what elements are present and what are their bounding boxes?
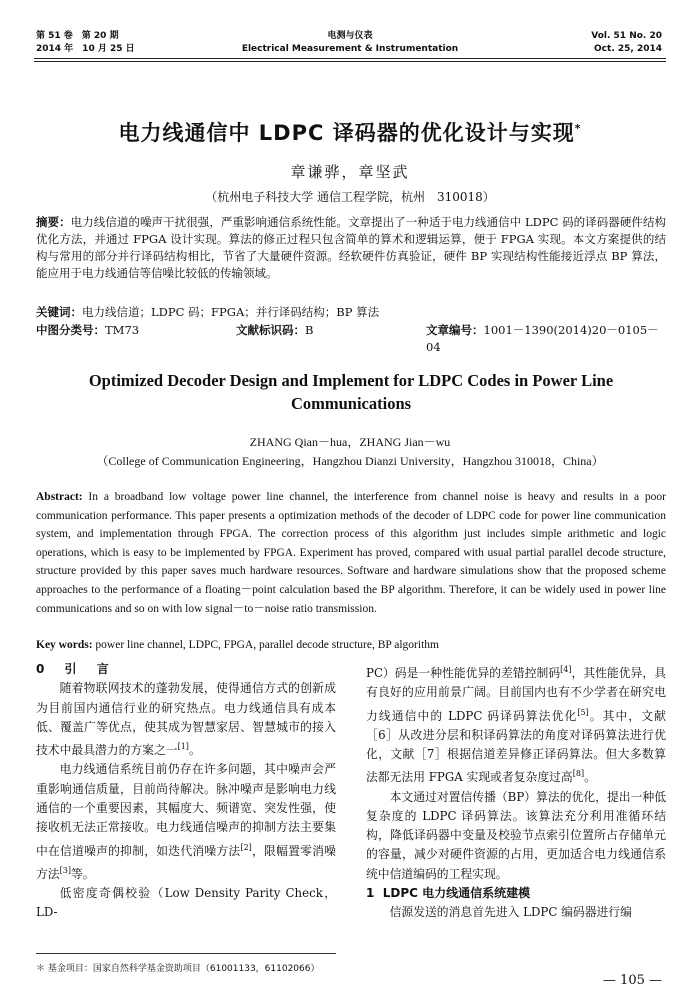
header-journal: 电测与仪表 Electrical Measurement & Instrumentation bbox=[241, 31, 459, 54]
header-volume-cn: 第 51 卷 第 20 期 2014 年 10 月 25 日 bbox=[36, 31, 135, 54]
authors-cn: 章谦骅，章坚武 bbox=[290, 163, 410, 181]
paper-title-en: Optimized Decoder Design and Implement for LDPC Codes in Power Line Communications bbox=[88, 371, 614, 413]
paragraph: 随着物联网技术的蓬勃发展，使得通信方式的创新成为目前国内通信行业的研究热点。电力线通信具有成本低、覆盖广等优点，使其成为智慧家居、智慧城市的接入技术中最具潜力的方案之一[1]。 bbox=[36, 681, 336, 758]
paragraph: 电力线通信系统目前仍存在许多问题，其中噪声会严重影响通信质量，目前尚待解决。脉冲噪声是影响电力线通信的一个重要因素，其幅度大、频谱宽、突发性强，使接收机无法正常接收。电力线通信噪声的抑制方法主要集中在信道噪声的抑制，如迭代消噪方法[2]，限幅置零消噪方法[3]等。 bbox=[36, 762, 336, 881]
section-1-heading: 1 LDPC 电力线通信系统建模 bbox=[366, 886, 531, 901]
left-column bbox=[36, 660, 336, 923]
section-0-heading: 0 引 言 bbox=[36, 662, 117, 676]
keywords-cn: 关键词：电力线信道；LDPC 码；FPGA；并行译码结构；BP 算法 bbox=[36, 305, 380, 319]
citation: [4] bbox=[560, 665, 572, 674]
citation: [8] bbox=[572, 769, 585, 779]
affiliation-cn: （杭州电子科技大学 通信工程学院，杭州 310018） bbox=[205, 190, 495, 204]
paragraph: PC）码是一种性能优异的差错控制码[4]，其性能优异，具有良好的应用前景广阔。目前国内也有不少学者在研究电力线通信中的 LDPC 码译码算法优化[5]。其中，文献［6］从改进分层和积译码算法的角度对译码算法进行优化，文献［7］根据信道差异修正译码算法。但大多数算法都无法用 FPGA 实现或者复杂度过高[8]。 bbox=[366, 665, 666, 785]
page-number: — 105 — bbox=[602, 973, 662, 988]
abstract-en: Abstract: In a broadband low voltage power line channel, the interference from channel noise is heavy and results in a poor communication performance. This paper presents a optimization methods of the decoder of LDPC code for power line communication system, and implementation through FPGA. The correction process of this algorithm just includes simple arithmetic and logic operations, which is easy to be implemented by FPGA. Experiment has proved, compared with usual partial parallel decode structure, structure provided by this paper saves much hardware resources. Software and hardware simulations show that the proposed scheme approaches to the performance of a floating－point calculation based the BP algorithm. Therefore, it can be widely used in power line communications and so on with low signal－to－noise ratio transmission. bbox=[36, 491, 666, 615]
citation: [5] bbox=[577, 707, 589, 717]
citation: [3] bbox=[59, 865, 71, 875]
authors-en: ZHANG Qian－hua，ZHANG Jian－wu bbox=[249, 435, 451, 449]
paragraph: 本文通过对置信传播（BP）算法的优化，提出一种低复杂度的 LDPC 译码算法。该算法充分利用准循环结构，降低译码器中变量及校验节点索引位置所占存储单元的容量，减少对硬件资源的占用，更加适合电力线通信系统中信道编码的工程实现。 bbox=[366, 789, 666, 881]
paragraph: 信源发送的消息首先进入 LDPC 编码器进行编 bbox=[389, 905, 632, 920]
title-footnote-mark: * bbox=[574, 122, 582, 135]
funding-footnote: ＊ 基金项目：国家自然科学基金资助项目（61001133，61102066） bbox=[36, 964, 320, 974]
citation: [1] bbox=[177, 742, 189, 752]
right-column bbox=[366, 660, 666, 923]
header-volume-en: Vol. 51 No. 20 Oct. 25, 2014 bbox=[591, 31, 662, 54]
footnote-rule bbox=[36, 953, 336, 954]
header-rule bbox=[34, 58, 666, 59]
abstract-cn: 摘要：电力线信道的噪声干扰很强，严重影响通信系统性能。文章提出了一种适于电力线通信中 LDPC 码的译码器硬件结构优化方法，并通过 FPGA 设计实现。算法的修正过程只包含简单的算术和逻辑运算，便于 FPGA 实现。本文方案提供的结构与常用的部分并行译码结构相比，节省了大量硬件资源。经软硬件仿真验证，硬件 BP 实现结构性能接近浮点 BP 算法，能应用于电力线通信等信噪比较低的传输领域。 bbox=[36, 215, 667, 280]
paragraph: 低密度奇偶校验（Low Density Parity Check，LD- bbox=[36, 886, 336, 920]
affiliation-en: （College of Communication Engineering，Hangzhou Dianzi University，Hangzhou 310018，China） bbox=[96, 454, 604, 468]
paper-title-cn: 电力线通信中 LDPC 译码器的优化设计与实现* bbox=[118, 121, 582, 145]
header-rule-thin bbox=[34, 61, 666, 62]
citation: [2] bbox=[240, 842, 252, 852]
keywords-en: Key words: power line channel, LDPC, FPGA, parallel decode structure, BP algorithm bbox=[36, 639, 439, 651]
